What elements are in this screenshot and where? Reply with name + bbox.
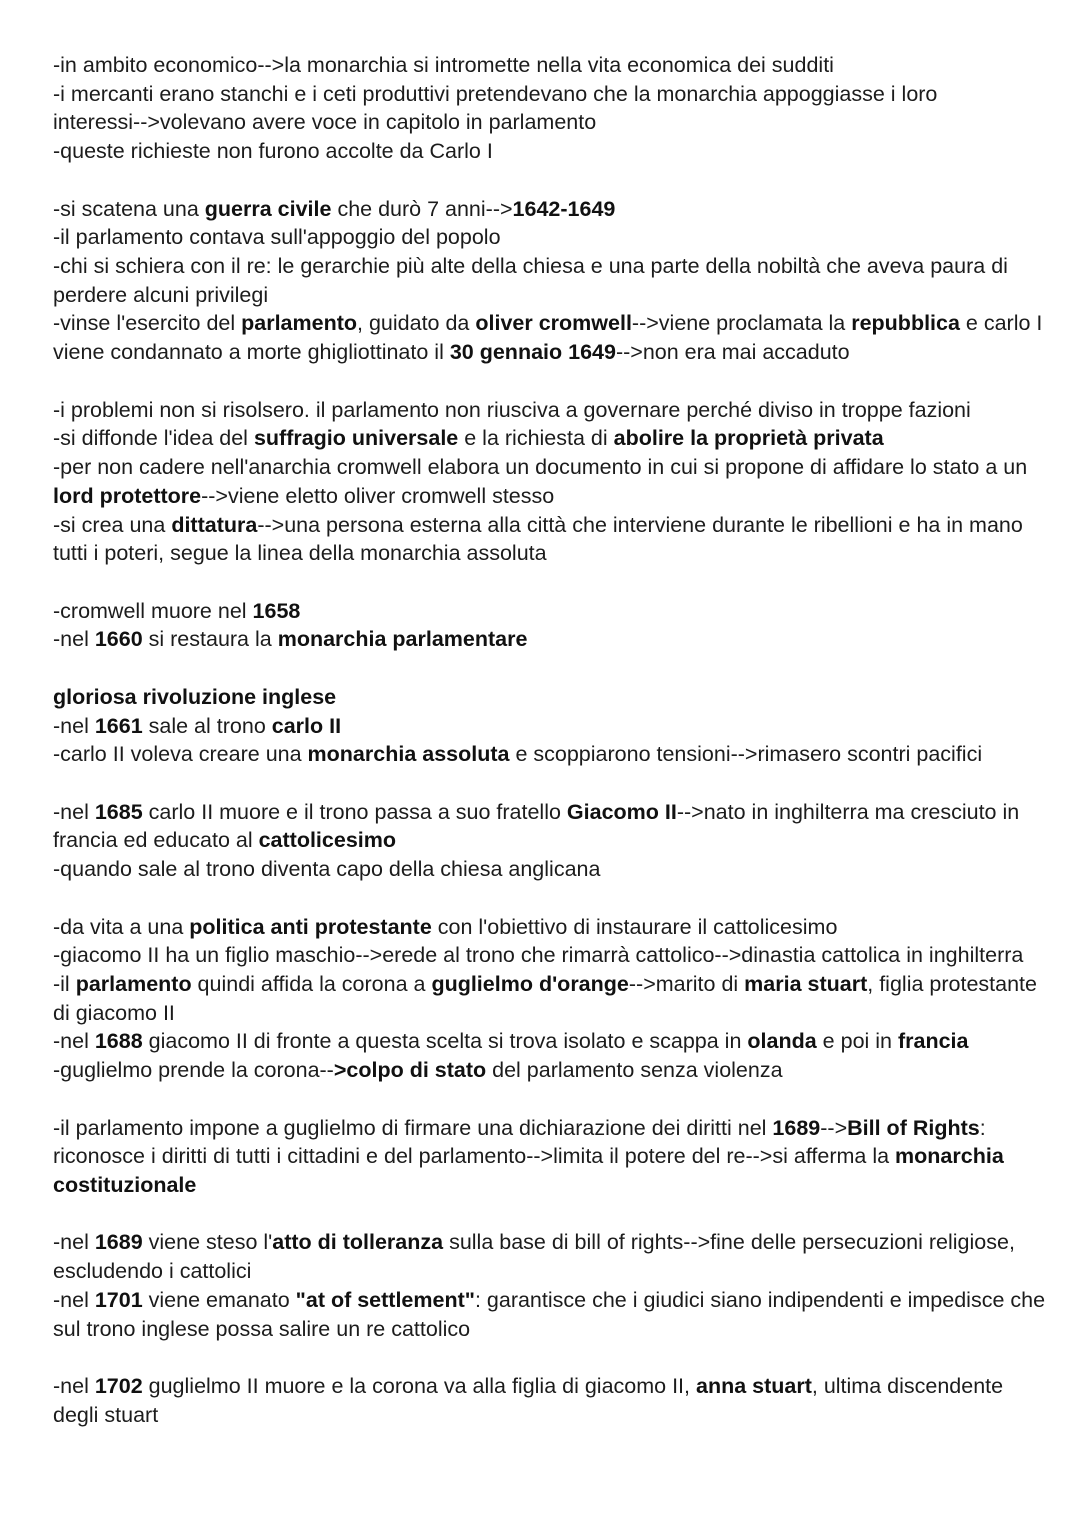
text-line (53, 482, 1060, 511)
text-segment: -si scatena una (53, 196, 205, 221)
text-segment: -chi si schiera con il re: le gerarchie più alte della chiesa e una parte della nobiltà che aveva paura di (53, 254, 1008, 279)
text-segment: con l'obiettivo di instaurare il cattolicesimo (431, 914, 838, 939)
text-line (53, 424, 1060, 453)
bold-text: lord protettore (53, 483, 202, 508)
text-segment: -nel (53, 713, 95, 738)
text-segment: quindi affida la corona a (191, 972, 432, 996)
text-line (53, 80, 1060, 109)
bold-text: 30 gennaio 1649 (449, 340, 616, 365)
text-segment: , figlia protestante (867, 972, 1037, 996)
bold-text: maria stuart (744, 972, 868, 996)
text-segment: -nel (53, 627, 95, 652)
text-line (53, 712, 1060, 741)
section-heading (53, 683, 1060, 712)
bold-text: abolire la proprietà privata (613, 426, 884, 451)
text-segment: del parlamento senza violenza (486, 1058, 783, 1083)
text-segment: riconosce i diritti di tutti i cittadini e del parlamento-->limita il potere del re-->si afferma la (53, 1144, 896, 1169)
text-segment: -il parlamento impone a guglielmo di firmare una dichiarazione dei diritti nel (53, 1115, 773, 1140)
text-segment: -il (53, 972, 76, 996)
text-segment: -nel (53, 1374, 95, 1399)
bold-text: repubblica (851, 311, 960, 336)
bold-text: 1658 (252, 598, 301, 623)
text-segment: e poi in (816, 1029, 898, 1054)
bold-text: parlamento (241, 311, 358, 336)
text-segment: -->viene eletto oliver cromwell stesso (201, 483, 555, 508)
text-line (53, 597, 1060, 626)
text-segment: -guglielmo prende la corona-- (53, 1058, 334, 1083)
bold-text: guglielmo d'orange (431, 972, 629, 996)
text-segment: -carlo II voleva creare una (53, 742, 308, 767)
text-segment: -queste richieste non furono accolte da Carlo I (53, 139, 493, 164)
paragraph (53, 1372, 1060, 1429)
bold-text: olanda (747, 1029, 817, 1054)
bold-text: parlamento (75, 972, 192, 996)
bold-text: carlo II (271, 713, 342, 738)
text-segment: -da vita a una (53, 914, 190, 939)
text-segment: -nel (53, 1230, 95, 1255)
text-line (53, 223, 1060, 252)
text-segment: che durò 7 anni--> (331, 196, 513, 221)
bold-text: Bill of Rights (847, 1115, 980, 1140)
text-segment: -->una persona esterna alla città che interviene durante le ribellioni e ha in mano (257, 512, 1023, 537)
text-line (53, 1372, 1060, 1401)
text-segment: di giacomo II (53, 1000, 175, 1025)
text-segment: -->marito di (628, 972, 745, 996)
text-segment: --> (820, 1115, 848, 1140)
text-line (53, 1142, 1060, 1171)
bold-text: 1702 (94, 1374, 143, 1399)
text-segment: -->viene proclamata la (631, 311, 852, 336)
paragraph (53, 396, 1060, 568)
text-segment: -->non era mai accaduto (615, 340, 850, 365)
text-segment: -cromwell muore nel (53, 598, 253, 623)
bold-text: 1661 (94, 713, 143, 738)
text-segment: -si crea una (53, 512, 172, 537)
text-segment: guglielmo II muore e la corona va alla figlia di giacomo II, (142, 1374, 696, 1399)
text-line (53, 1027, 1060, 1056)
text-segment: : garantisce che i giudici siano indipendenti e impedisce che (474, 1287, 1046, 1312)
text-segment: -giacomo II ha un figlio maschio-->erede al trono che rimarrà cattolico-->dinastia cattolica in inghilterra (53, 943, 1024, 968)
text-line (53, 855, 1060, 884)
bold-text: politica anti protestante (189, 914, 432, 939)
text-segment: francia ed educato al (53, 828, 259, 853)
text-segment: : (979, 1115, 986, 1140)
text-segment: perdere alcuni privilegi (53, 282, 269, 307)
text-segment: -si diffonde l'idea del (53, 426, 254, 451)
text-line (53, 1315, 1060, 1344)
text-segment: sulla base di bill of rights-->fine delle persecuzioni religiose, (443, 1230, 1015, 1255)
paragraph (53, 1228, 1060, 1343)
text-line (53, 396, 1060, 425)
text-line (53, 798, 1060, 827)
paragraph (53, 195, 1060, 367)
text-line (53, 1056, 1060, 1085)
text-segment: -il parlamento contava sull'appoggio del popolo (53, 225, 501, 250)
bold-text: guerra civile (204, 196, 332, 221)
text-line (53, 137, 1060, 166)
text-segment: -nel (53, 799, 95, 824)
text-line (53, 453, 1060, 482)
text-line (53, 1286, 1060, 1315)
paragraph (53, 597, 1060, 654)
text-line (53, 1171, 1060, 1200)
text-line (53, 252, 1060, 281)
bold-text: dittatura (171, 512, 258, 537)
text-line (53, 625, 1060, 654)
text-segment: -vinse l'esercito del (53, 311, 242, 336)
text-segment: -i mercanti erano stanchi e i ceti produttivi pretendevano che la monarchia appoggiasse i loro (53, 81, 938, 106)
text-line (53, 1228, 1060, 1257)
text-segment: degli stuart (53, 1402, 159, 1427)
text-line (53, 309, 1060, 338)
text-line (53, 195, 1060, 224)
bold-text: 1701 (94, 1287, 143, 1312)
bold-text: francia (897, 1029, 969, 1054)
text-segment: viene steso l' (142, 1230, 273, 1255)
text-line (53, 999, 1060, 1028)
text-segment: sul trono inglese possa salire un re cattolico (53, 1316, 471, 1341)
text-segment: tutti i poteri, segue la linea della monarchia assoluta (53, 541, 547, 566)
text-segment: -->nato in inghilterra ma cresciuto in (676, 799, 1020, 824)
bold-text: anna stuart (695, 1374, 812, 1399)
bold-text: 1660 (94, 627, 143, 652)
text-segment: , ultima discendente (811, 1374, 1004, 1399)
text-segment: -per non cadere nell'anarchia cromwell elabora un documento in cui si propone di affidare lo stato a un (53, 455, 1028, 480)
bold-text: costituzionale (53, 1173, 197, 1198)
bold-text: 1685 (94, 799, 143, 824)
text-segment: -in ambito economico-->la monarchia si intromette nella vita economica dei sudditi (53, 53, 834, 77)
bold-text: 1688 (94, 1029, 143, 1054)
text-line (53, 51, 1060, 80)
text-line (53, 1401, 1060, 1430)
text-segment: si restaura la (142, 627, 278, 652)
bold-text: gloriosa rivoluzione inglese (53, 684, 337, 709)
bold-text: "at of settlement" (295, 1287, 475, 1312)
text-line (53, 1257, 1060, 1286)
text-segment: -quando sale al trono diventa capo della chiesa anglicana (53, 857, 601, 882)
bold-text: 1689 (94, 1230, 143, 1255)
bold-text: suffragio universale (253, 426, 459, 451)
text-segment: , guidato da (357, 311, 476, 336)
text-segment: giacomo II di fronte a questa scelta si trova isolato e scappa in (142, 1029, 748, 1054)
bold-text: Giacomo II (566, 799, 677, 824)
bold-text: monarchia parlamentare (277, 627, 528, 652)
text-segment: e scoppiarono tensioni-->rimasero scontri pacifici (509, 742, 983, 767)
text-segment: -nel (53, 1029, 95, 1054)
paragraph (53, 683, 1060, 769)
bold-text: monarchia (895, 1144, 1004, 1169)
text-segment: viene emanato (142, 1287, 296, 1312)
text-segment: sale al trono (142, 713, 272, 738)
text-line (53, 740, 1060, 769)
bold-text: >colpo di stato (333, 1058, 487, 1083)
text-segment: e la richiesta di (458, 426, 614, 451)
bold-text: monarchia assoluta (307, 742, 510, 767)
paragraph (53, 1114, 1060, 1200)
text-line (53, 970, 1060, 999)
bold-text: atto di tolleranza (272, 1230, 444, 1255)
text-segment: viene condannato a morte ghigliottinato il (53, 340, 450, 365)
text-segment: e carlo I (959, 311, 1043, 336)
text-segment: -i problemi non si risolsero. il parlamento non riusciva a governare perché diviso in troppe fazioni (53, 397, 971, 422)
text-line (53, 1114, 1060, 1143)
paragraph (53, 913, 1060, 1085)
paragraph (53, 798, 1060, 884)
bold-text: 1642-1649 (512, 196, 616, 221)
text-line (53, 281, 1060, 310)
bold-text: 1689 (772, 1115, 821, 1140)
text-segment: carlo II muore e il trono passa a suo fratello (142, 799, 567, 824)
text-line (53, 826, 1060, 855)
text-segment: escludendo i cattolici (53, 1259, 252, 1284)
text-line (53, 338, 1060, 367)
paragraph (53, 51, 1060, 166)
text-segment: -nel (53, 1287, 95, 1312)
text-line (53, 108, 1060, 137)
text-segment: interessi-->volevano avere voce in capitolo in parlamento (53, 110, 597, 135)
bold-text: oliver cromwell (475, 311, 632, 336)
bold-text: cattolicesimo (258, 828, 397, 853)
text-line (53, 941, 1060, 970)
text-line (53, 913, 1060, 942)
text-line (53, 511, 1060, 540)
text-line (53, 539, 1060, 568)
